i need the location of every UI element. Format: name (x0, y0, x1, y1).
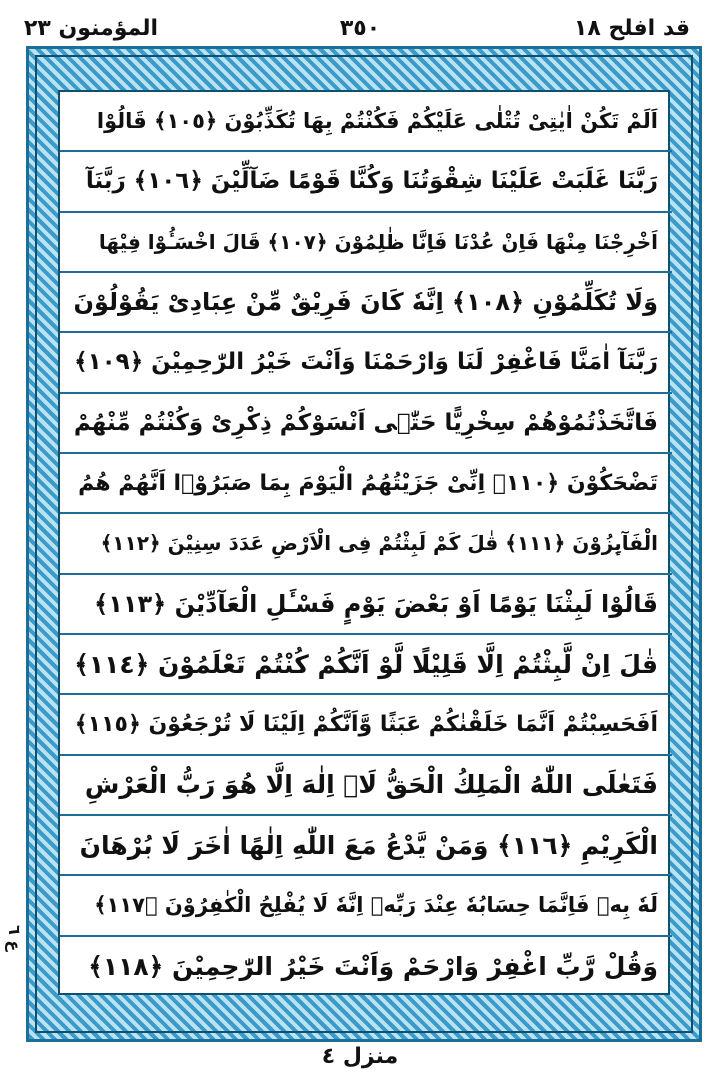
text-line: قَالُوْا لَبِثْنَا یَوْمًا اَوْ بَعْضَ یَوْمٍ فَسْـَٔلِ الْعَآدِّیْنَ ﴿١١٣﴾ (60, 575, 672, 635)
ruku-marker: ع ٦ (5, 924, 24, 952)
juz-header: قد افلح ١٨ (573, 15, 690, 41)
text-line: اَفَحَسِبْتُمْ اَنَّمَا خَلَقْنٰكُمْ عَبَثًا وَّاَنَّكُمْ اِلَیْنَا لَا تُرْجَعُوْنَ ﴿١١٥﴾ (60, 695, 672, 755)
text-area (58, 90, 670, 995)
text-line: الْكَرِیْمِ ﴿١١٦﴾ وَمَنْ یَّدْعُ مَعَ اللّٰهِ اِلٰهًا اٰخَرَ لَا بُرْهَانَ (60, 816, 672, 876)
page-number: ٣٥٠ (339, 15, 381, 41)
text-line: اَخْرِجْنَا مِنْهَا فَاِنْ عُدْنَا فَاِنَّا ظٰلِمُوْنَ ﴿١٠٧﴾ قَالَ اخْسَـُٔوْا فِیْهَا (60, 213, 672, 273)
text-line: وَقُلْ رَّبِّ اغْفِرْ وَارْحَمْ وَاَنْتَ خَیْرُ الرّٰحِمِیْنَ ﴿١١٨﴾ (88, 952, 658, 982)
surah-header: المؤمنون ٢٣ (24, 15, 159, 41)
text-line: فَاتَّخَذْتُمُوْهُمْ سِخْرِیًّا حَتّٰۤی اَنْسَوْكُمْ ذِكْرِیْ وَكُنْتُمْ مِّنْهُمْ (60, 394, 672, 454)
text-line: قٰلَ اِنْ لَّبِثْتُمْ اِلَّا قَلِیْلًا لَّوْ اَنَّكُمْ كُنْتُمْ تَعْلَمُوْنَ ﴿١١٤﴾ (60, 635, 672, 695)
text-line: اَلَمْ تَكُنْ اٰيٰتِیْ تُتْلٰی عَلَیْكُمْ فَكُنْتُمْ بِهَا تُكَذِّبُوْنَ ﴿١٠٥﴾ قَالُوْا (60, 92, 672, 152)
text-line: لَهٗ بِهٖ فَاِنَّمَا حِسَابُهٗ عِنْدَ رَبِّهٖ اِنَّهٗ لَا یُفْلِحُ الْكٰفِرُوْنَ ﴿١١٧﴾ (60, 876, 672, 936)
manzil-footer: منزل ٤ (321, 1044, 399, 1069)
text-line: الْفَآىِٕزُوْنَ ﴿١١١﴾ قٰلَ كَمْ لَبِثْتُمْ فِی الْاَرْضِ عَدَدَ سِنِیْنَ ﴿١١٢﴾ (60, 514, 672, 574)
text-line: فَتَعٰلَی اللّٰهُ الْمَلِكُ الْحَقُّ لَاۤ اِلٰهَ اِلَّا هُوَ رَبُّ الْعَرْشِ (60, 756, 672, 816)
text-line: وَلَا تُكَلِّمُوْنِ ﴿١٠٨﴾ اِنَّهٗ كَانَ فَرِیْقٌ مِّنْ عِبَادِیْ یَقُوْلُوْنَ (60, 273, 672, 333)
text-line: رَبَّنَا غَلَبَتْ عَلَیْنَا شِقْوَتُنَا وَكُنَّا قَوْمًا ضَآلِّیْنَ ﴿١٠٦﴾ رَبَّنَآ (60, 152, 672, 212)
text-line: رَبَّنَآ اٰمَنَّا فَاغْفِرْ لَنَا وَارْحَمْنَا وَاَنْتَ خَیْرُ الرّٰحِمِیْنَ ﴿١٠٩﴾ (60, 333, 672, 393)
text-line: تَضْحَكُوْنَ ﴿١١٠﴾ اِنِّیْ جَزَیْتُهُمُ الْیَوْمَ بِمَا صَبَرُوْۤا اَنَّهُمْ هُمُ (60, 454, 672, 514)
